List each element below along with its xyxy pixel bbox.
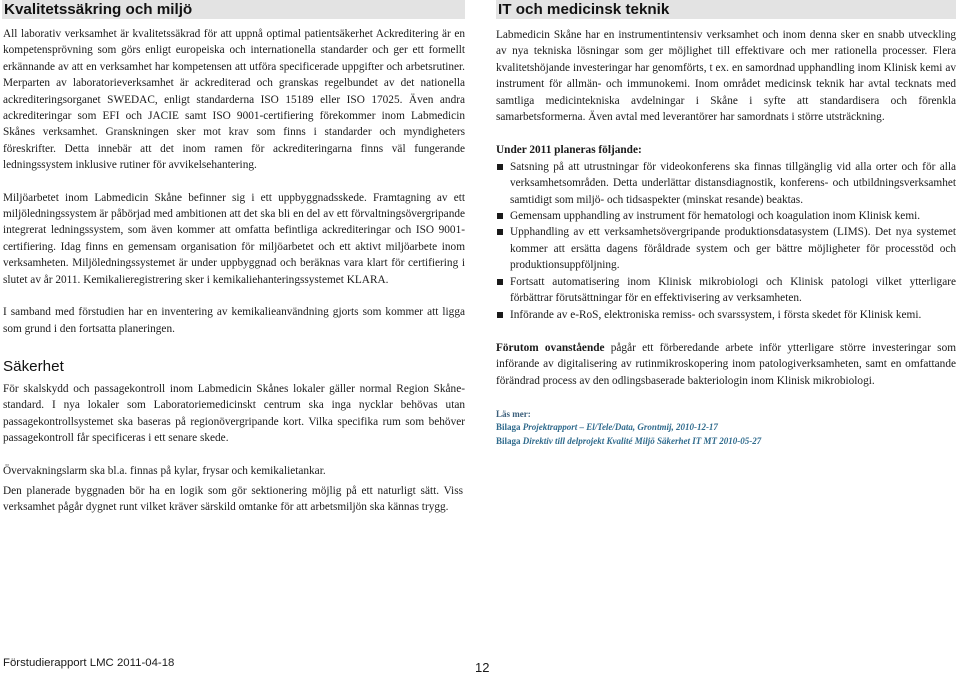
list-item xyxy=(496,224,956,273)
list-item-text: Införande av e-RoS, elektroniska remiss- och svarssystem, i första skedet för Klinisk kemi. xyxy=(510,308,922,321)
read-more-title: Läs mer: xyxy=(496,409,531,420)
paragraph-building-logic-container xyxy=(3,483,463,516)
read-more-link[interactable] xyxy=(496,420,956,434)
list-item xyxy=(496,159,956,208)
read-more-box xyxy=(496,408,956,448)
subheading-plans-2011: Under 2011 planeras följande: xyxy=(496,144,642,157)
attachment-prefix: Bilaga xyxy=(496,422,523,433)
list-item xyxy=(496,307,956,323)
paragraph-environment: Miljöarbetet inom Labmedicin Skåne befinner sig i ett uppbyggnadsskede. Framtagning av ett miljöledningssystem är påbörjad med ambitionen att det ska bli en del av ett förvaltningsövergripande integrerat ledningssystem, som även kommer att omfatta befintliga ackrediteringar och ISO 9001-certifiering. Idag finns en gemensam organisation för miljöarbetet och ett aktivt miljöarbete inom verksamheten. Miljöledningssystemet är under uppbyggnad och beräknas vara klart för certifiering i slutet av år 2011. Kemikalieregistrering sker i kemikaliehanteringssystemet KLARA. xyxy=(3,191,465,286)
list-item-text: Upphandling av ett verksamhetsövergripande produktionsdatasystem (LIMS). Det nya systemet kommer att ersätta dagens föråldrade system och ger bättre möjligheter för processtöd och produktionsuppföljning. xyxy=(510,226,956,272)
page-footer xyxy=(3,655,493,673)
square-bullet-icon xyxy=(497,213,503,219)
list-item xyxy=(496,274,956,307)
attachment-prefix: Bilaga xyxy=(496,436,523,447)
paragraph-it-intro: Labmedicin Skåne har en instrumentintensiv verksamhet och inom denna sker en snabb utveckling av nya tekniska lösningar som ger möjlighet till effektivare och mer rationella processer. Flera kvalitetshöjande investeringar har genomförts, t ex. en samordnad upphandling inom Klinisk kemi av instrument för allmän- och immunokemi. Inom området medicinsk teknik har avtal tecknats med samtliga medicintekniska avdelningar i Skåne i syfte att standardisera och förenkla samarbetsformerna. Även avtal med leverantörer har samordnats i större utsträckning. xyxy=(496,29,956,124)
square-bullet-icon xyxy=(497,312,503,318)
section-heading-security: Säkerhet xyxy=(3,357,64,375)
square-bullet-icon xyxy=(497,164,503,170)
read-more-link[interactable] xyxy=(496,434,956,448)
right-column xyxy=(496,0,956,448)
paragraph-rest: pågår ett förberedande arbete inför ytterligare större investeringar som införande av digitalisering av rutinmikroskopering inom patologiverksamheten, samt en omfattande förändrad process av den odlingsbaserade bakteriologin inom Klinisk mikrobiologi. xyxy=(496,341,957,387)
square-bullet-icon xyxy=(497,229,503,235)
plans-list xyxy=(496,159,956,323)
list-item-text: Fortsatt automatisering inom Klinisk mikrobiologi och Klinisk patologi vilket ytterligare förbättrar förutsättningar för en effektivisering av verksamheten. xyxy=(510,275,956,305)
paragraph-building-logic: Den planerade byggnaden bör ha en logik som gör sektionering möjlig på ett naturligt sätt. Viss verksamhet pågår dygnet runt vilket kräver särskild omtanke för att arbetsmiljön ska kännas trygg. xyxy=(3,485,463,514)
list-item xyxy=(496,208,956,224)
list-item-text: Satsning på att utrustningar för videokonferens ska finnas tillgänglig vid alla orter och för alla verksamhetsområden. Detta underlättar distansdiagnostik, konferens- och utbildningsverksamhet samtidigt som miljö- och tidsaspekter (minskat resande) beaktas. xyxy=(510,160,956,206)
list-item-text: Gemensam upphandling av instrument för hematologi och koagulation inom Klinisk kemi. xyxy=(510,210,921,223)
footer-title: Förstudierapport LMC 2011-04-18 xyxy=(3,657,175,669)
paragraph-alarms: Övervakningslarm ska bl.a. finnas på kylar, frysar och kemikalietankar. xyxy=(3,464,326,477)
paragraph-access-control: För skalskydd och passagekontroll inom Labmedicin Skånes lokaler gäller normal Region Skåne-standard. I nya lokaler som Laboratoriemedicinskt centrum ska inga nycklar behövas utan passagekontrollsystemet ska baseras på regionövergripande kort. Vilka specifika rum som behöver passagekontroll får specificeras i ett senare skede. xyxy=(3,382,465,445)
paragraph-chemical-inventory: I samband med förstudien har en inventering av kemikalieanvändning gjorts som kommer att ligga som grund i den fortsatta planeringen. xyxy=(3,306,465,335)
attachment-title: Direktiv till delprojekt Kvalité Miljö Säkerhet IT MT 2010-05-27 xyxy=(522,436,762,447)
left-column xyxy=(2,0,465,479)
page-number: 12 xyxy=(475,660,490,675)
section-heading-quality-environment: Kvalitetssäkring och miljö xyxy=(2,0,465,19)
square-bullet-icon xyxy=(497,279,503,285)
paragraph-accreditation: All laborativ verksamhet är kvalitetssäkrad för att uppnå optimal patientsäkerhet Ackreditering är en kompetensprövning som görs enligt europeiska och internationella standarder och ger ett formellt erkännande av att en verksamhet har kompetensen att utföra specificerade uppgifter och arbetsrutiner. Merparten av laboratorieverksamhet är ackrediterad och granskas regelbundet av det nationella ackrediteringsorganet SWEDAC, enligt standarderna ISO 15189 eller ISO 17025. Även andra ackrediteringar som EFI och JACIE samt ISO 9001-certifiering förekommer inom Labmedicin Skånes verksamhet. Granskningen sker mot krav som finns i standarder och myndigheters föreskrifter. Detta innebär att det inom ramen för ackrediteringarna finns väl fungerande ledningssystem inklusive rutiner för avvikelsehantering. xyxy=(3,28,465,172)
attachment-title: Projektrapport – El/Tele/Data, Grontmij, 2010-12-17 xyxy=(522,422,718,433)
paragraph-future-investments xyxy=(496,340,956,389)
paragraph-lead-bold: Förutom ovanstående xyxy=(496,341,605,354)
section-heading-it-medtech: IT och medicinsk teknik xyxy=(496,0,956,19)
